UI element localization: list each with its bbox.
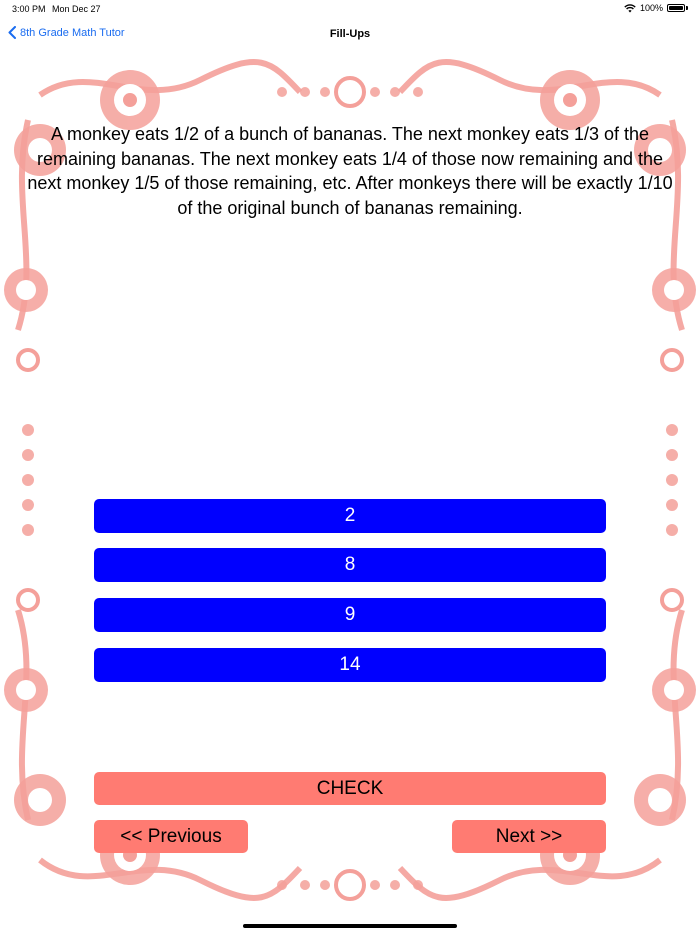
battery-tip [686, 6, 688, 10]
answer-option[interactable]: 8 [94, 548, 606, 582]
battery-percent: 100% [639, 3, 663, 13]
answer-option[interactable]: 14 [94, 648, 606, 682]
battery-icon [667, 4, 685, 12]
previous-button[interactable]: << Previous [94, 820, 248, 853]
answer-option[interactable]: 2 [94, 499, 606, 533]
status-bar [0, 0, 700, 18]
next-button[interactable]: Next >> [452, 820, 606, 853]
question-text: A monkey eats 1/2 of a bunch of bananas. The next monkey eats 1/3 of the remaining bananas. The next monkey eats 1/4 of those now remaining and the next monkey 1/5 of those remaining, etc. After monkeys there will be exactly 1/10 of the original bunch of bananas remaining. [27, 124, 673, 218]
wifi-icon [624, 4, 636, 13]
home-indicator[interactable] [243, 924, 457, 928]
answer-option[interactable]: 9 [94, 598, 606, 632]
status-indicators [624, 3, 688, 13]
status-date: Mon Dec 27 [52, 4, 101, 14]
page-title: Fill-Ups [329, 28, 371, 40]
status-time: 3:00 PM [12, 4, 46, 14]
check-button[interactable]: CHECK [94, 772, 606, 805]
back-button-label: 8th Grade Math Tutor [20, 26, 125, 39]
